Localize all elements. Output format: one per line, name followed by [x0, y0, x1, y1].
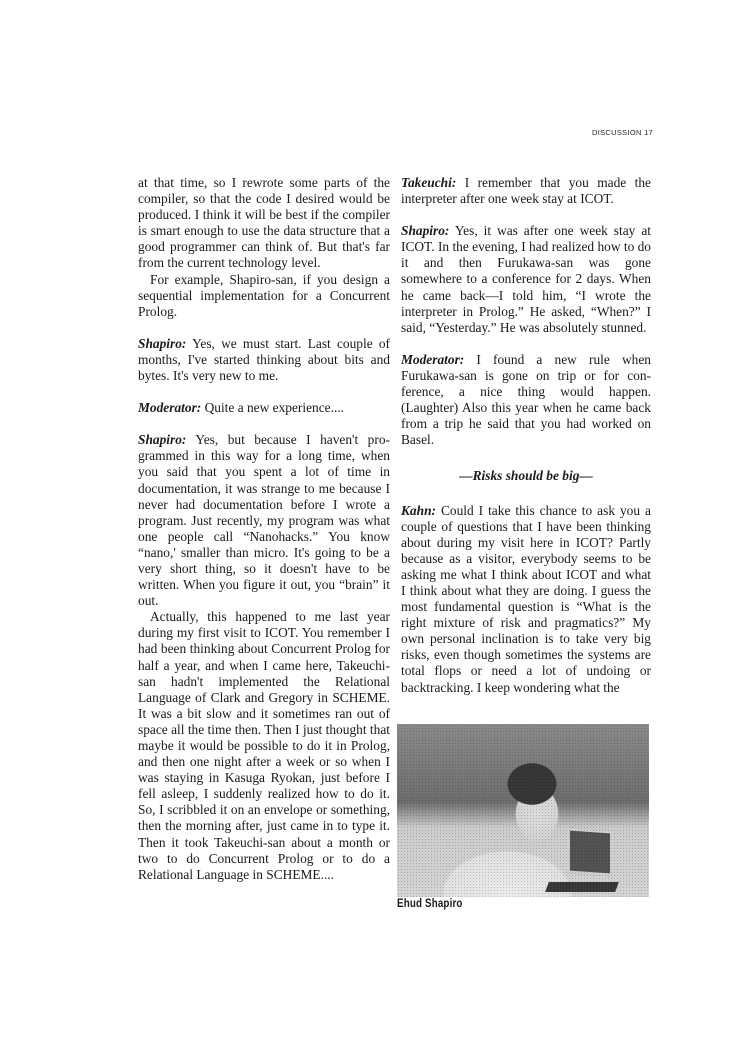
- paragraph: [401, 503, 651, 696]
- running-head-section: DISCUSSION: [592, 128, 642, 137]
- speaker-name: Moderator:: [138, 400, 202, 416]
- paragraph: [138, 272, 390, 320]
- paragraph-text: Actually, this happened to me last year during my first visit to ICOT. You remember I had been thinking about Concurrent Prolog for half a year, and when I came here, Takeuchi-san hadn't implemented the Relational Language of Clark and Gregory in SCHEME. It was a bit slow and it sometimes ran out of space all the time then. Then I just thought that maybe it would be possible to do it in Prolog, and then one night after a week or so when I was staying in Kasuga Ryokan, just before I fell asleep, I suddenly realized how to do it. So, I scribbled it on an envelope or something, then the morning after, just came in to type it. Then it took Takeuchi-san about a month or two to do Concurrent Prolog or to do a Relational Language in SCHEME....: [138, 609, 390, 882]
- paragraph-text: For example, Shapiro-san, if you design a sequential implementation for a Concurrent Prolog.: [138, 271, 390, 319]
- running-head: [592, 128, 653, 137]
- figure-photo: [397, 724, 649, 897]
- paragraph: [138, 609, 390, 883]
- paragraph-text: at that time, so I rewrote some parts of the compiler, so that the code I desired would be produced. I think it will be best if the compiler is smart enough to use the data structure that a good programmer can think of. But that's far from the current technology level.: [138, 175, 390, 271]
- paragraph: [138, 336, 390, 384]
- paragraph-text: Could I take this chance to ask you a couple of questions that I have been thinking about during my visit here in ICOT? Partly because as a visitor, everybody seems to be asking me what I think about ICOT and what I think about what they are doing. I guess the most fundamental question is “What is the right mixture of risk and pragmatics?” My own personal inclination is to take very big risks, even though sometimes the systems are total flops or need a lot of undoing or backtracking. I keep wondering what the: [401, 502, 651, 695]
- speaker-name: Shapiro:: [401, 223, 450, 239]
- paragraph: [401, 352, 651, 449]
- paragraph: [138, 432, 390, 609]
- speaker-name: Kahn:: [401, 502, 436, 518]
- left-column: [138, 175, 390, 883]
- figure-caption: Ehud Shapiro: [397, 898, 463, 910]
- paragraph-text: Yes, it was after one week stay at ICOT. In the evening, I had realized how to do it and then Furukawa-san was gone somewhere to a conference for 2 days. When he came back—I told him, “I wrote the interpreter in Prolog.” He asked, “When?” I said, “Yesterday.” He was absolutely stunned.: [401, 223, 652, 335]
- speaker-name: Takeuchi:: [401, 175, 457, 190]
- page-number: 17: [644, 128, 654, 137]
- paragraph-text: I found a new rule when Furukawa-san is gone on trip or for conference, a nice thing would happen. (Laughter) Also this year when he came back from a trip he said that you had worked on Basel.: [401, 351, 651, 448]
- paragraph-text: Yes, but because I haven't programmed in this way for a long time, when you said that you spent a lot of time in documentation, it was strange to me because I never had documentation before I wrote a program. Just recently, my program was what one people call “Nanohacks.” You know “nano,' smaller than micro. It's going to be a very short thing, so it doesn't have to be written. When you figure it out, you “brain” it out.: [138, 432, 390, 609]
- speaker-name: Shapiro:: [138, 432, 187, 448]
- right-column: [401, 175, 651, 696]
- speaker-name: Moderator:: [401, 351, 465, 367]
- paragraph: [138, 175, 390, 272]
- paragraph-text: Quite a new experience....: [204, 400, 345, 416]
- paragraph-text: Yes, we must start. Last couple of months, I've started thinking about bits and bytes. It's very new to me.: [138, 335, 390, 384]
- paragraph: [401, 175, 651, 207]
- section-subheading: —Risks should be big—: [459, 468, 593, 484]
- halftone-texture: [397, 724, 649, 897]
- paragraph-text: I remember that you made the interpreter after one week stay at ICOT.: [401, 175, 651, 207]
- speaker-name: Shapiro:: [138, 335, 187, 351]
- paragraph: [138, 400, 390, 416]
- paragraph: [401, 223, 651, 336]
